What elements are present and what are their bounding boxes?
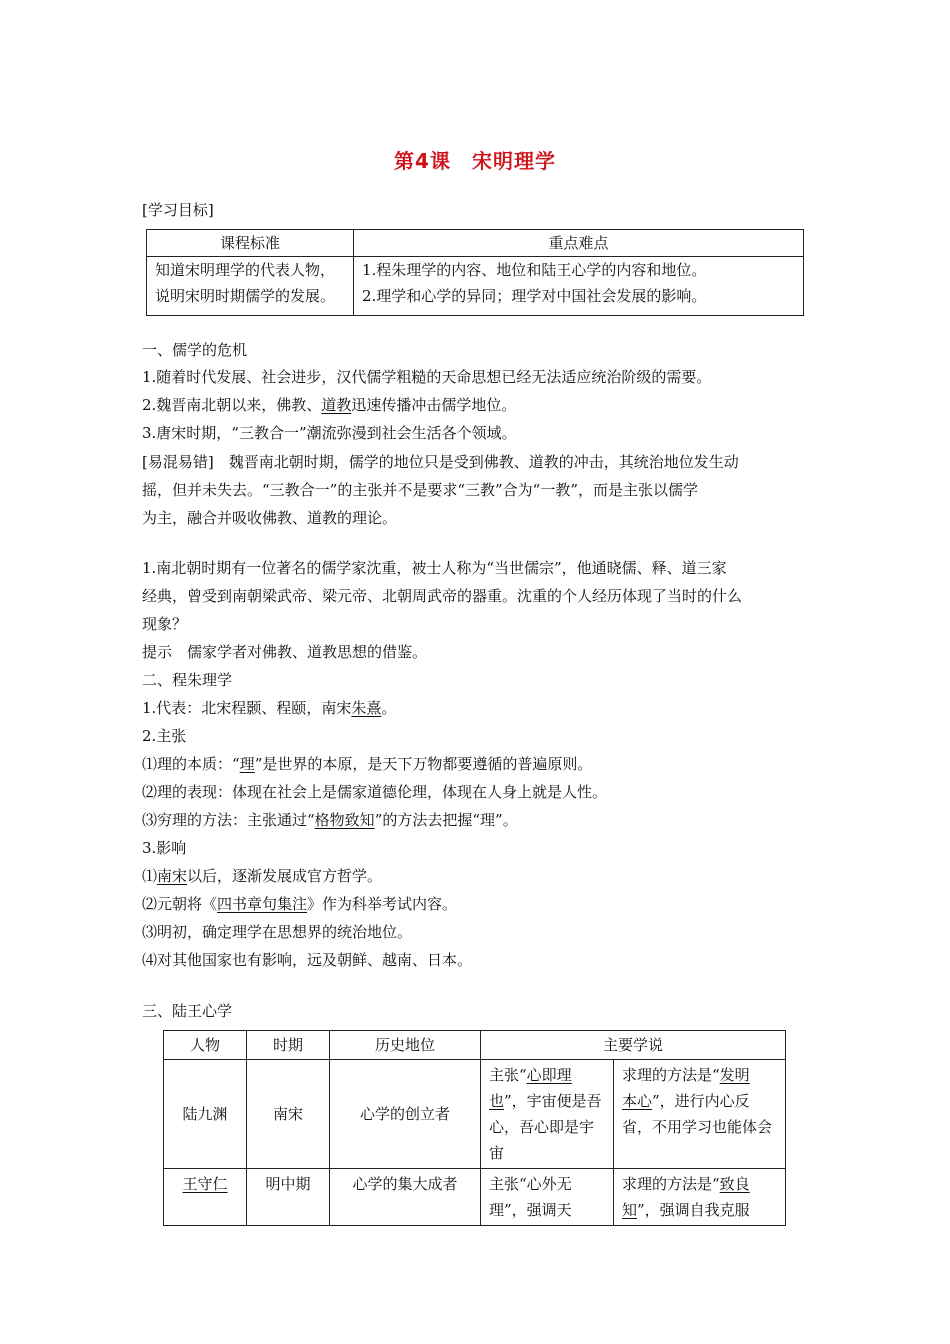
influence-heading: 3.影响 <box>142 839 187 857</box>
objectives-keypoint-line: 1.程朱理学的内容、地位和陆王心学的内容和地位。 <box>362 261 707 279</box>
period-cell: 明中期 <box>247 1169 330 1226</box>
question-line: 经典，曾受到南朝梁武帝、梁元帝、北朝周武帝的器重。沈重的个人经历体现了当时的什么 <box>142 587 743 605</box>
method-cell: 求理的方法是“发明 本心”，进行内心反省，不用学习也能体会 <box>614 1060 786 1169</box>
objectives-keypoint-line: 2.理学和心学的异同；理学对中国社会发展的影响。 <box>362 287 707 305</box>
person-cell: 王守仁 <box>164 1169 247 1226</box>
objectives-keypoints-cell <box>354 257 804 316</box>
question-line: 1.南北朝时期有一位著名的儒学家沈重，被士人称为“当世儒宗”，他通晓儒、释、道三家 <box>142 559 727 577</box>
section1-item1: 1.随着时代发展、社会进步，汉代儒学粗糙的天命思想已经无法适应统治阶级的需要。 <box>142 368 712 386</box>
claims-heading: 2.主张 <box>142 727 187 745</box>
influence-item: ⑵元朝将《四书章句集注》作为科举考试内容。 <box>142 895 458 913</box>
underlined-term: 四书章句集注 <box>217 895 308 913</box>
section2-heading: 二、程朱理学 <box>142 671 233 689</box>
representatives-line: 1.代表：北宋程颢、程颐，南宋朱熹。 <box>142 699 397 717</box>
influence-item: ⑶明初，确定理学在思想界的统治地位。 <box>142 923 413 941</box>
claim-item: ⑵理的表现：体现在社会上是儒家道德伦理，体现在人身上就是人性。 <box>142 783 608 801</box>
lu-wang-table <box>163 1030 786 1226</box>
doctrine-cell: 主张“心即理 也”，宇宙便是吾心，吾心即是宇宙 <box>481 1060 614 1169</box>
doctrine-cell: 主张“心外无理”，强调天 <box>481 1169 614 1226</box>
claim-item: ⑴理的本质：“理”是世界的本原，是天下万物都要遵循的普遍原则。 <box>142 755 593 773</box>
underlined-term: 格物致知 <box>314 811 375 829</box>
underlined-term: 南宋 <box>157 867 188 885</box>
objectives-standard-cell <box>147 257 354 316</box>
status-cell: 心学的集大成者 <box>330 1169 481 1226</box>
confusion-note-line: 摇，但并未失去。“三教合一”的主张并不是要求“三教”合为“一教”，而是主张以儒学 <box>142 481 699 499</box>
table-header: 主要学说 <box>481 1031 786 1060</box>
section3-heading: 三、陆王心学 <box>142 1002 233 1020</box>
underlined-term: 心即理 <box>526 1066 572 1084</box>
objectives-heading: [学习目标] <box>142 201 214 219</box>
underlined-term: 理 <box>239 755 255 773</box>
confusion-note-line: [易混易错] 魏晋南北朝时期，儒学的地位只是受到佛教、道教的冲击，其统治地位发生动 <box>142 453 739 471</box>
section1-item2: 2.魏晋南北朝以来，佛教、道教迅速传播冲击儒学地位。 <box>142 396 517 414</box>
influence-item: ⑷对其他国家也有影响，远及朝鲜、越南、日本。 <box>142 951 473 969</box>
confusion-note-line: 为主，融合并吸收佛教、道教的理论。 <box>142 509 398 527</box>
question-hint: 提示 儒家学者对佛教、道教思想的借鉴。 <box>142 643 428 661</box>
underlined-term: 道教 <box>321 396 352 414</box>
section1-heading: 一、儒学的危机 <box>142 341 248 359</box>
table-header: 历史地位 <box>330 1031 481 1060</box>
person-cell: 陆九渊 <box>164 1060 247 1169</box>
influence-item: ⑴南宋以后，逐渐发展成官方哲学。 <box>142 867 383 885</box>
underlined-term: 也 <box>489 1092 505 1110</box>
method-cell: 求理的方法是“致良 知”，强调自我克服 <box>614 1169 786 1226</box>
status-cell: 心学的创立者 <box>330 1060 481 1169</box>
objectives-table <box>146 229 804 316</box>
objectives-col2-header: 重点难点 <box>354 230 804 257</box>
underlined-term: 本心 <box>622 1092 653 1110</box>
section1-item3: 3.唐宋时期，“三教合一”潮流弥漫到社会生活各个领域。 <box>142 424 517 442</box>
underlined-term: 知 <box>622 1201 638 1219</box>
objectives-standard-line: 说明宋明时期儒学的发展。 <box>155 287 336 305</box>
table-header: 人物 <box>164 1031 247 1060</box>
objectives-standard-line: 知道宋明理学的代表人物， <box>155 261 336 279</box>
underlined-term: 朱熹 <box>351 699 382 717</box>
period-cell: 南宋 <box>247 1060 330 1169</box>
claim-item: ⑶穷理的方法：主张通过“格物致知”的方法去把握“理”。 <box>142 811 518 829</box>
objectives-col1-header: 课程标准 <box>147 230 354 257</box>
underlined-term: 致良 <box>719 1175 750 1193</box>
underlined-term: 发明 <box>719 1066 750 1084</box>
table-header: 时期 <box>247 1031 330 1060</box>
lesson-title: 第4课 宋明理学 <box>394 149 556 173</box>
question-line: 现象？ <box>142 615 188 633</box>
